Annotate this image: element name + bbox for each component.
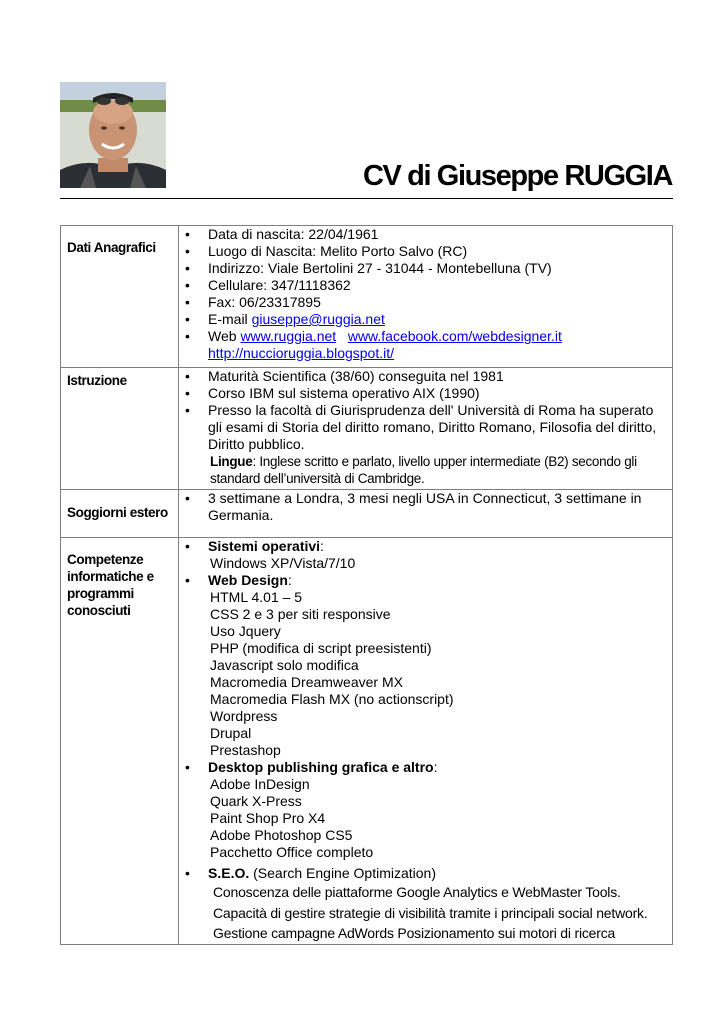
title-divider xyxy=(60,198,673,199)
table-row-soggiorni xyxy=(61,490,673,538)
dtp-item: Adobe Photoshop CS5 xyxy=(210,827,353,843)
web-item: Prestashop xyxy=(210,742,281,758)
cv-table xyxy=(60,225,673,945)
web-item: PHP (modifica di script preesistenti) xyxy=(210,640,432,656)
table-row-dati xyxy=(61,226,673,368)
list-item-email: • E-mail giuseppe@ruggia.net xyxy=(179,311,670,328)
facebook-link[interactable]: www.facebook.com/webdesigner.it xyxy=(347,328,562,344)
list-item: • Corso IBM sul sistema operativo AIX (1990) xyxy=(179,385,670,402)
dtp-item: Adobe InDesign xyxy=(210,776,310,792)
seo-item: Capacità di gestire strategie di visibilità tramite i principali social network. xyxy=(213,904,648,921)
istruzione-list xyxy=(179,368,670,453)
web-item: Javascript solo modifica xyxy=(210,657,359,673)
list-item: • Maturità Scientifica (38/60) conseguita nel 1981 xyxy=(179,368,670,385)
content-competenze xyxy=(179,538,673,945)
web-item: Wordpress xyxy=(210,708,278,724)
dtp-item: Paint Shop Pro X4 xyxy=(210,810,326,826)
list-item: • Indirizzo: Viale Bertolini 27 - 31044 - Montebelluna (TV) xyxy=(179,260,670,277)
web-item: CSS 2 e 3 per siti responsive xyxy=(210,606,391,622)
web-item: Uso Jquery xyxy=(210,623,281,639)
label-dati-anagrafici: Dati Anagrafici xyxy=(61,226,179,368)
page-title: CV di Giuseppe RUGGIA xyxy=(363,160,672,192)
blog-link[interactable]: http://nuccioruggia.blogspot.it/ xyxy=(208,345,395,361)
list-item: • 3 settimane a Londra, 3 mesi negli USA in Connecticut, 3 settimane in Germania. xyxy=(179,490,670,524)
list-item-web-design: • Web Design: xyxy=(179,572,670,589)
list-item-seo: • S.E.O. (Search Engine Optimization) xyxy=(179,865,670,882)
table-row-istruzione xyxy=(61,368,673,490)
lingue-text: Lingue: Inglese scritto e parlato, livello upper intermediate (B2) secondo gli standard dell’università di Cambridge. xyxy=(210,454,637,486)
dtp-item: Pacchetto Office completo xyxy=(210,844,374,860)
web-item: Macromedia Flash MX (no actionscript) xyxy=(210,691,454,707)
content-soggiorni xyxy=(179,490,673,538)
list-item: • Presso la facoltà di Giurisprudenza dell' Università di Roma ha superato gli esami di Storia del diritto romano, Diritto Romano, Filosofia del diritto, Diritto pubblico. xyxy=(179,402,670,453)
list-item: • Luogo di Nascita: Melito Porto Salvo (RC) xyxy=(179,243,670,260)
label-soggiorni: Soggiorni estero xyxy=(61,490,179,538)
label-istruzione: Istruzione xyxy=(61,368,179,490)
sistemi-item: Windows XP/Vista/7/10 xyxy=(210,555,356,571)
list-item: • Cellulare: 347/1118362 xyxy=(179,277,670,294)
website-link[interactable]: www.ruggia.net xyxy=(240,328,337,344)
content-istruzione xyxy=(179,368,673,490)
web-item: Macromedia Dreamweaver MX xyxy=(210,674,403,690)
label-competenze: Competenze informatiche e programmi conosciuti xyxy=(61,538,179,945)
list-item-web: • Web www.ruggia.net www.facebook.com/webdesigner.it http://nuccioruggia.blogspot.it/ xyxy=(179,328,670,362)
list-item: • Data di nascita: 22/04/1961 xyxy=(179,226,670,243)
list-item-sistemi: • Sistemi operativi: xyxy=(179,538,670,555)
web-item: Drupal xyxy=(210,725,252,741)
dati-list xyxy=(179,226,670,362)
content-dati-anagrafici xyxy=(179,226,673,368)
seo-item: Gestione campagne AdWords Posizionamento sui motori di ricerca xyxy=(213,925,616,941)
table-row-competenze xyxy=(61,538,673,945)
seo-item: Conoscenza delle piattaforme Google Analytics e WebMaster Tools. xyxy=(213,884,621,900)
list-item-dtp: • Desktop publishing grafica e altro: xyxy=(179,759,670,776)
web-item: HTML 4.01 – 5 xyxy=(210,589,303,605)
list-item: • Fax: 06/23317895 xyxy=(179,294,670,311)
dtp-item: Quark X-Press xyxy=(210,793,302,809)
email-link[interactable]: giuseppe@ruggia.net xyxy=(251,311,385,327)
